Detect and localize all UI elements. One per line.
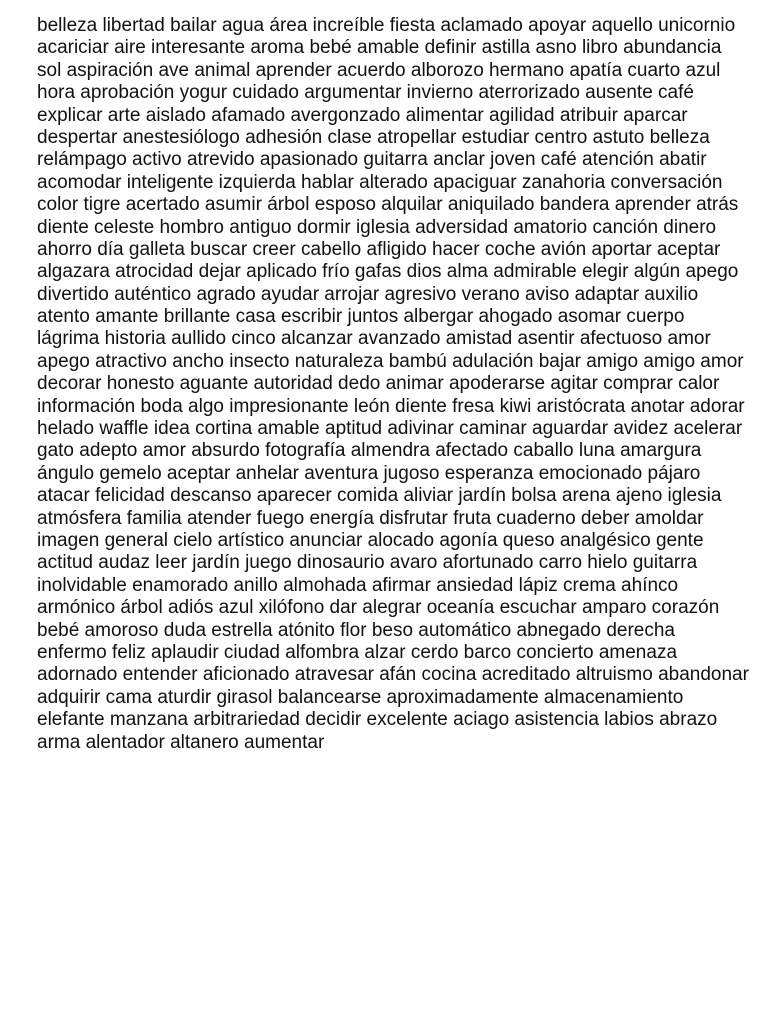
text-line: acomodar inteligente izquierda hablar alterado apaciguar zanahoria conversación (37, 171, 723, 193)
text-line: belleza libertad bailar agua área increíble fiesta aclamado apoyar aquello unicornio (37, 15, 736, 36)
text-line: helado waffle idea cortina amable aptitud adivinar caminar aguardar avidez acelerar (37, 418, 743, 440)
text-line: imagen general cielo artístico anunciar alocado agonía queso analgésico gente (37, 529, 704, 551)
text-line: apego atractivo ancho insecto naturaleza bambú adulación bajar amigo amigo amor (37, 350, 744, 372)
word-list-text-block (37, 15, 768, 754)
text-line: diente celeste hombro antiguo dormir iglesia adversidad amatorio canción dinero (37, 216, 717, 238)
text-line: decorar honesto aguante autoridad dedo animar apoderarse agitar comprar calor (37, 373, 720, 395)
text-line: atmósfera familia atender fuego energía disfrutar fruta cuaderno deber amoldar (37, 507, 704, 529)
text-line: adornado entender aficionado atravesar afán cocina acreditado altruismo abandonar (37, 664, 749, 686)
text-line: color tigre acertado asumir árbol esposo alquilar aniquilado bandera aprender atrás (37, 194, 739, 216)
text-line: enfermo feliz aplaudir ciudad alfombra alzar cerdo barco concierto amenaza (37, 641, 678, 663)
text-line: actitud audaz leer jardín juego dinosaurio avaro afortunado carro hielo guitarra (37, 552, 698, 574)
text-line: armónico árbol adiós azul xilófono dar alegrar oceanía escuchar amparo corazón (37, 597, 720, 619)
text-line: atacar felicidad descanso aparecer comida aliviar jardín bolsa arena ajeno iglesia (37, 485, 722, 507)
text-line: explicar arte aislado afamado avergonzado alimentar agilidad atribuir aparcar (37, 104, 688, 126)
text-line: despertar anestesiólogo adhesión clase atropellar estudiar centro astuto belleza (37, 126, 710, 148)
text-line: arma alentador altanero aumentar (37, 731, 325, 753)
text-line: divertido auténtico agrado ayudar arrojar agresivo verano aviso adaptar auxilio (37, 283, 699, 305)
text-line: lágrima historia aullido cinco alcanzar avanzado amistad asentir afectuoso amor (37, 328, 711, 350)
text-line: hora aprobación yogur cuidado argumentar invierno aterrorizado ausente café (37, 82, 694, 104)
text-line: inolvidable enamorado anillo almohada afirmar ansiedad lápiz crema ahínco (37, 574, 679, 596)
text-line: atento amante brillante casa escribir juntos albergar ahogado asomar cuerpo (37, 306, 685, 328)
text-line: información boda algo impresionante león diente fresa kiwi aristócrata anotar adorar (37, 395, 745, 417)
text-line: algazara atrocidad dejar aplicado frío gafas dios alma admirable elegir algún apego (37, 261, 739, 283)
text-line: ahorro día galleta buscar creer cabello afligido hacer coche avión aportar aceptar (37, 238, 721, 260)
text-line: adquirir cama aturdir girasol balancearse aproximadamente almacenamiento (37, 686, 684, 708)
text-line: ángulo gemelo aceptar anhelar aventura jugoso esperanza emocionado pájaro (37, 462, 701, 484)
text-line: elefante manzana arbitrariedad decidir excelente aciago asistencia labios abrazo (37, 709, 718, 731)
text-line: bebé amoroso duda estrella atónito flor beso automático abnegado derecha (37, 619, 675, 641)
text-line: gato adepto amor absurdo fotografía almendra afectado caballo luna amargura (37, 440, 702, 462)
text-line: relámpago activo atrevido apasionado guitarra anclar joven café atención abatir (37, 149, 707, 171)
text-line: acariciar aire interesante aroma bebé amable definir astilla asno libro abundancia (37, 37, 722, 59)
text-line: sol aspiración ave animal aprender acuerdo alborozo hermano apatía cuarto azul (37, 59, 721, 81)
